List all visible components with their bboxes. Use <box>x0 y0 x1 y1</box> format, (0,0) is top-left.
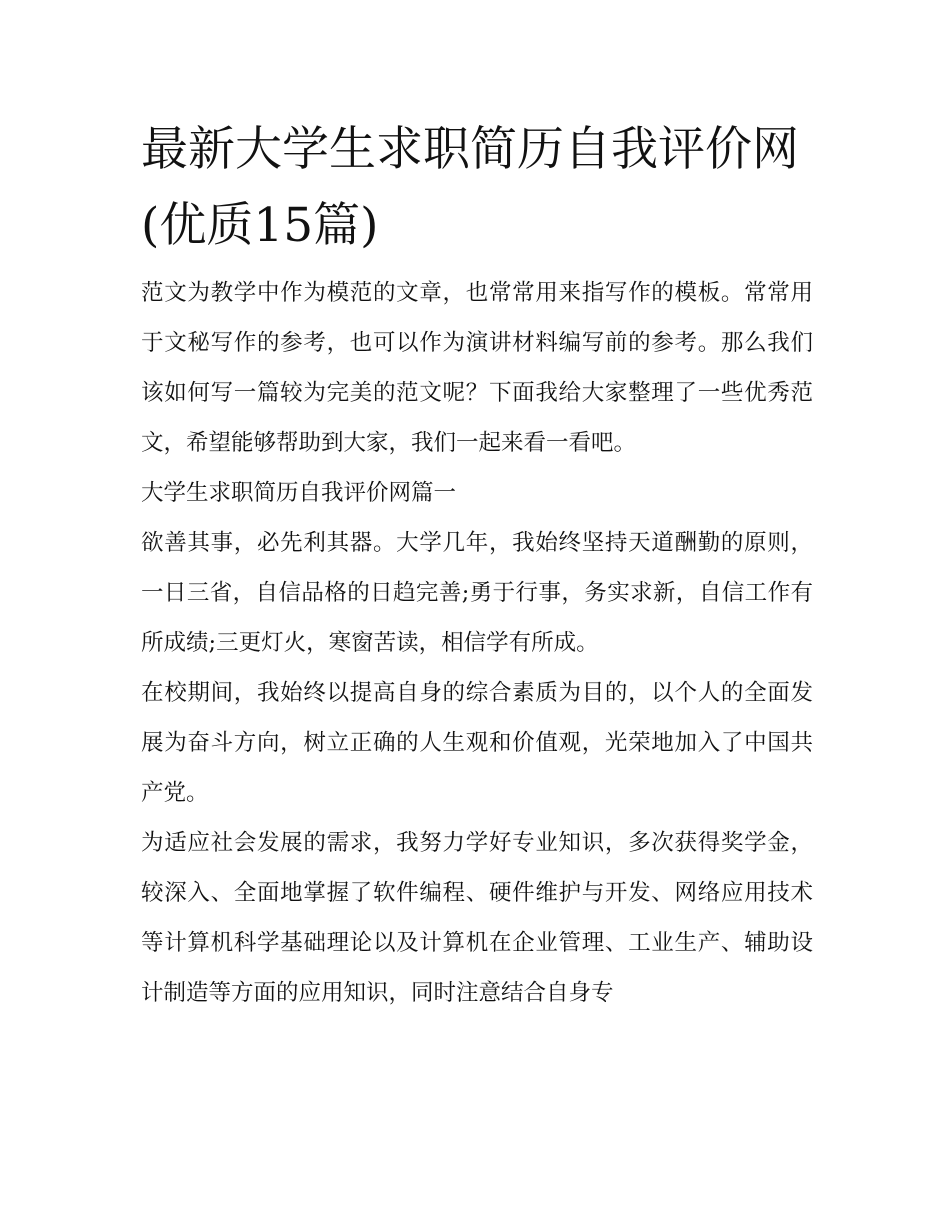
section-heading: 大学生求职简历自我评价网篇一 <box>141 480 457 506</box>
body-paragraph-1: 欲善其事，必先利其器。大学几年，我始终坚持天道酬勤的原则，一日三省，自信品格的日趋完善;勇于行事，务实求新，自信工作有所成绩;三更灯火，寒窗苦读，相信学有所成。 <box>141 530 813 656</box>
document-page <box>141 112 813 1018</box>
body-paragraph-3: 为适应社会发展的需求，我努力学好专业知识，多次获得奖学金，较深入、全面地掌握了软件编程、硬件维护与开发、网络应用技术等计算机科学基础理论以及计算机在企业管理、工业生产、辅助设计制造等方面的应用知识，同时注意结合自身专 <box>141 830 813 1006</box>
intro-paragraph: 范文为教学中作为模范的文章，也常常用来指写作的模板。常常用于文秘写作的参考，也可以作为演讲材料编写前的参考。那么我们该如何写一篇较为完美的范文呢？下面我给大家整理了一些优秀范文，希望能够帮助到大家，我们一起来看一看吧。 <box>141 280 813 456</box>
body-paragraph-2: 在校期间，我始终以提高自身的综合素质为目的，以个人的全面发展为奋斗方向，树立正确的人生观和价值观，光荣地加入了中国共产党。 <box>141 680 813 806</box>
document-title: 最新大学生求职简历自我评价网(优质15篇) <box>141 122 799 253</box>
